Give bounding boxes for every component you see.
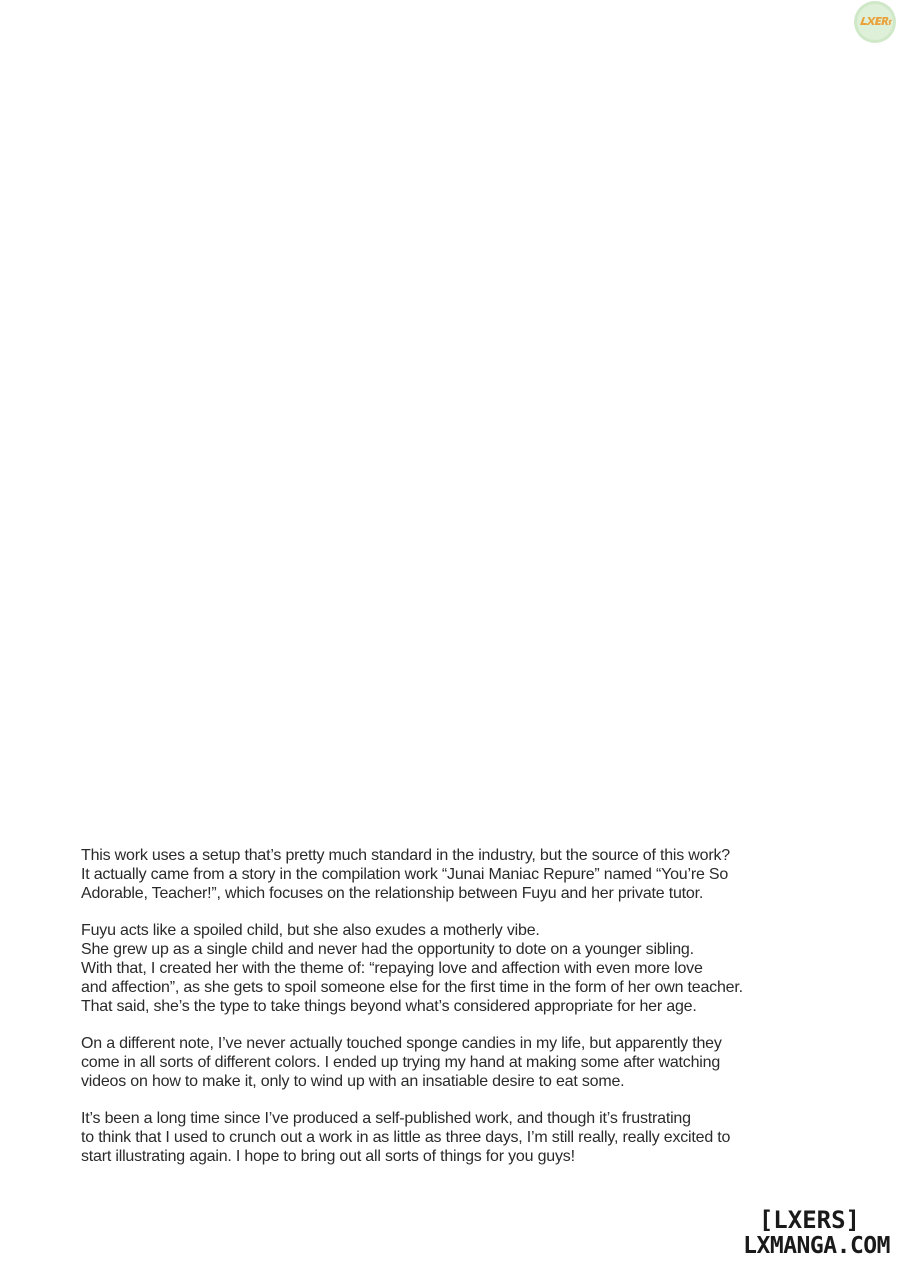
afterword-paragraph [81,1109,841,1166]
paragraph-line: This work uses a setup that’s pretty much standard in the industry, but the source of this work? [81,847,730,864]
paragraph-line: videos on how to make it, only to wind up with an insatiable desire to eat some. [81,1073,625,1090]
afterword-paragraph [81,1034,841,1091]
paragraph-line: With that, I created her with the theme of: “repaying love and affection with even more love [81,960,703,977]
watermark-site-url: LXMANGA.COM [743,1233,890,1259]
afterword-paragraph [81,921,841,1016]
paragraph-line: On a different note, I’ve never actually touched sponge candies in my life, but apparently they [81,1035,722,1052]
paragraph-line: come in all sorts of different colors. I ended up trying my hand at making some after watching [81,1054,721,1071]
paragraph-line: to think that I used to crunch out a work in as little as three days, I’m still really, really excited to [81,1129,731,1146]
paragraph-line: It actually came from a story in the compilation work “Junai Maniac Repure” named “You’re So [81,866,729,883]
paragraph-line: Adorable, Teacher!”, which focuses on the relationship between Fuyu and her private tutor. [81,885,704,902]
paragraph-line: start illustrating again. I hope to bring out all sorts of things for you guys! [81,1148,575,1165]
site-watermark [743,1207,890,1259]
paragraph-line: and affection”, as she gets to spoil someone else for the first time in the form of her own teacher. [81,979,743,996]
lxers-logo-icon [851,0,899,46]
lxers-logo-badge [850,0,900,46]
paragraph-line: That said, she’s the type to take things beyond what’s considered appropriate for her age. [81,998,697,1015]
watermark-group-name: [LXERS] [758,1206,860,1234]
afterword-paragraph [81,846,841,903]
afterword-text [81,846,841,1184]
paragraph-line: It’s been a long time since I’ve produced a self-published work, and though it’s frustrating [81,1110,691,1127]
paragraph-line: She grew up as a single child and never had the opportunity to dote on a younger sibling. [81,941,694,958]
paragraph-line: Fuyu acts like a spoiled child, but she also exudes a motherly vibe. [81,922,540,939]
